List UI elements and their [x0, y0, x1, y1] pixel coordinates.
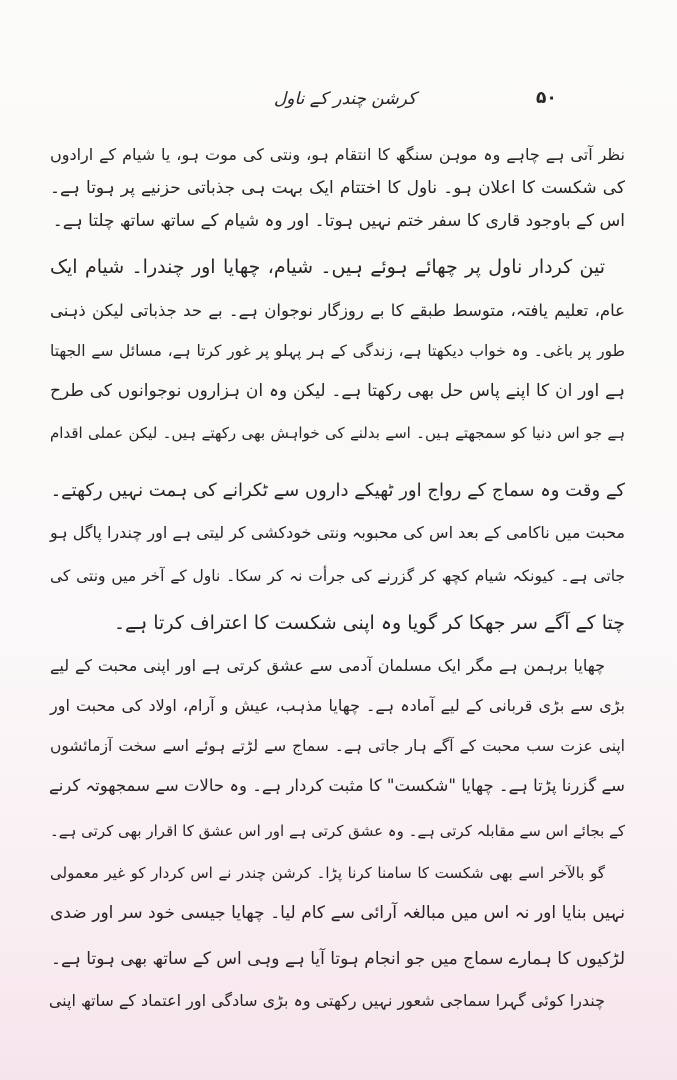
text-line: چتا کے آگے سر جھکا کر گویا وہ اپنی شکست کا اعتراف کرتا ہے۔ — [113, 612, 625, 634]
page-number: ۵۰ — [536, 88, 557, 108]
text-line: بڑی سے بڑی قربانی کے لیے آمادہ ہے۔ چھایا مذہب، عیش و آرام، اولاد کی محبت اور — [50, 696, 625, 715]
text-line: جاتی ہے۔ کیونکہ شیام کچھ کر گزرنے کی جرأت نہ کر سکا۔ ناول کے آخر میں ونتی کی — [50, 567, 625, 585]
text-line: کی شکست کا اعلان ہو۔ ناول کا اختتام ایک بہت ہی جذباتی حزنیے پر ہوتا ہے۔ — [50, 178, 625, 198]
text-line: گو بالآخر اسے بھی شکست کا سامنا کرنا پڑا۔ کرشن چندر نے اس کردار کو غیر معمولی — [50, 864, 605, 882]
text-line: طور پر باغی۔ وہ خواب دیکھتا ہے، زندگی کے ہر پہلو پر غور کرتا ہے، مسائل سے الجھتا — [50, 342, 625, 360]
text-line: کے بجائے اس سے مقابلہ کرتی ہے۔ وہ عشق کرتی ہے اور اس عشق کا اقرار بھی کرتی ہے۔ — [50, 822, 625, 840]
paragraph-start-line: چندرا کوئی گہرا سماجی شعور نہیں رکھتی وہ بڑی سادگی اور اعتماد کے ساتھ اپنی — [48, 991, 605, 1010]
text-line: اپنی عزت سب محبت کے آگے ہار جاتی ہے۔ سماج سے لڑتے ہوئے اسے سخت آزمائشوں — [50, 737, 625, 755]
text-line: نظر آتی ہے چاہے وہ موہن سنگھ کا انتقام ہو، ونتی کی موت ہو، یا شیام کے ارادوں — [50, 145, 625, 164]
text-line: کے وقت وہ سماج کے رواج اور ٹھیکے داروں سے ٹکرانے کی ہمت نہیں رکھتے۔ — [50, 480, 625, 501]
paragraph-start-line: محبت میں ناکامی کے بعد اس کی محبوبہ ونتی خودکشی کر لیتی ہے اور چندرا پاگل ہو — [50, 523, 625, 542]
text-line: سے گزرنا پڑتا ہے۔ چھایا "شکست" کا مثبت کردار ہے۔ وہ حالات سے سمجھوتہ کرنے — [49, 776, 625, 795]
text-line: نہیں بنایا اور نہ اس میں مبالغہ آرائی سے کام لیا۔ چھایا جیسی خود سر اور ضدی — [50, 903, 625, 923]
text-line: اس کے باوجود قاری کا سفر ختم نہیں ہوتا۔ اور وہ شیام کے ساتھ ساتھ چلتا ہے۔ — [52, 211, 625, 231]
text-line: عام، تعلیم یافتہ، متوسط طبقے کا بے روزگار نوجوان ہے۔ بے حد جذباتی لیکن ذہنی — [50, 301, 625, 320]
paragraph-start-line: چھایا برہمن ہے مگر ایک مسلمان آدمی سے عشق کرتی ہے اور اپنی محبت کے لیے — [50, 656, 605, 675]
paragraph-start-line: تین کردار ناول پر چھائے ہوئے ہیں۔ شیام، چھایا اور چندرا۔ شیام ایک — [50, 256, 605, 278]
text-line: ہے جو اس دنیا کو سمجھتے ہیں۔ اسے بدلنے کی خواہش بھی رکھتے ہیں۔ لیکن عملی اقدام — [50, 424, 625, 442]
text-line: لڑکیوں کا ہمارے سماج میں جو انجام ہوتا آیا ہے وہی اس کے ساتھ بھی ہوتا ہے۔ — [51, 949, 625, 969]
running-head: کرشن چندر کے ناول — [273, 89, 417, 109]
text-line: ہے اور ان کا اپنے پاس حل بھی رکھتا ہے۔ لیکن وہ ان ہزاروں نوجوانوں کی طرح — [50, 381, 625, 401]
